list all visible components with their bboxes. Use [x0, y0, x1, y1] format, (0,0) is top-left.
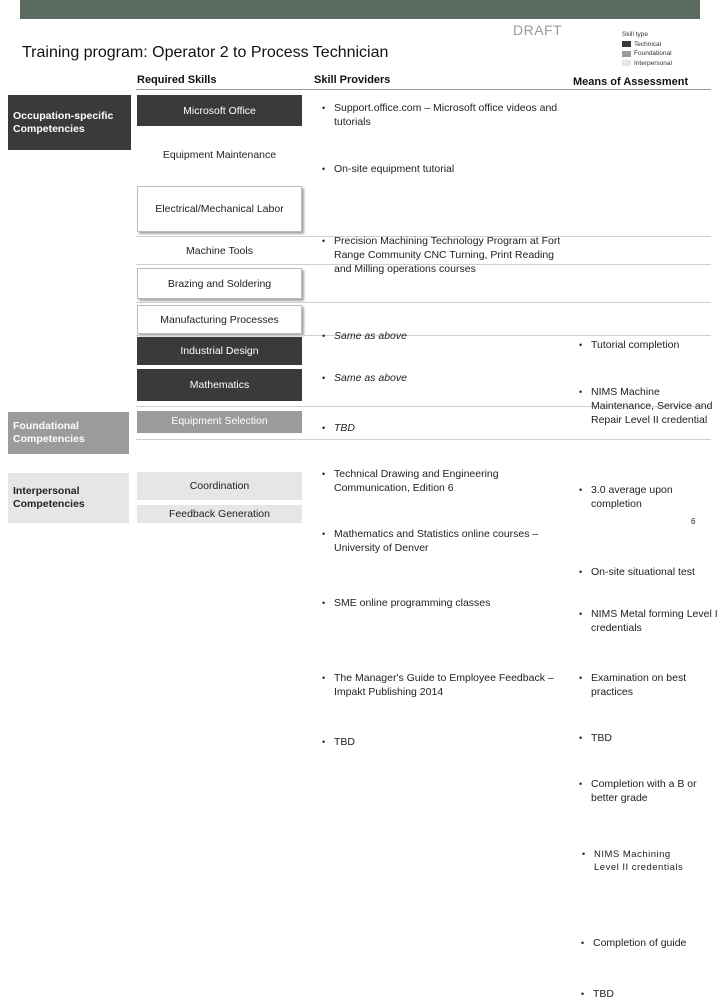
skill-mathematics: Mathematics: [137, 369, 302, 401]
assessment-item: • 3.0 average upon completion: [577, 483, 720, 511]
assessment-item: • Completion with a B or better grade: [577, 777, 720, 805]
provider-item: • The Manager's Guide to Employee Feedback – Impakt Publishing 2014: [320, 671, 559, 699]
draft-label: DRAFT: [513, 22, 563, 38]
legend-item: [622, 49, 672, 59]
assessment-item: • Tutorial completion: [577, 338, 720, 352]
header-divider: [136, 89, 711, 90]
legend-item: [622, 40, 672, 50]
provider-item: • On-site equipment tutorial: [320, 162, 559, 176]
provider-item: • Mathematics and Statistics online courses – University of Denver: [320, 527, 570, 555]
provider-item: • TBD: [320, 735, 559, 749]
row-divider: [136, 302, 711, 303]
skill-electrical-mechanical-labor: Electrical/Mechanical Labor: [137, 186, 302, 232]
row-divider: [136, 439, 711, 440]
provider-item: • Precision Machining Technology Program at Fort Range Community CNC Turning, Print Reading and Milling operations courses: [320, 234, 570, 276]
provider-item: • Support.office.com – Microsoft office videos and tutorials: [320, 101, 559, 129]
skill-manufacturing-processes: Manufacturing Processes: [137, 305, 302, 334]
page-title: Training program: Operator 2 to Process Technician: [22, 44, 389, 61]
legend-title: Skill type: [622, 31, 649, 38]
header-required-skills: Required Skills: [137, 74, 217, 86]
provider-item: • TBD: [320, 421, 559, 435]
skill-machine-tools: Machine Tools: [137, 243, 302, 259]
assessment-item: • On-site situational test: [577, 565, 720, 579]
skill-type-legend: [622, 30, 672, 68]
legend-label: Interpersonal: [634, 59, 672, 67]
category-interpersonal: Interpersonal Competencies: [8, 473, 129, 523]
assessment-item: • TBD: [579, 987, 693, 1001]
skill-industrial-design: Industrial Design: [137, 337, 302, 365]
provider-item: • SME online programming classes: [320, 596, 570, 610]
skill-brazing-and-soldering: Brazing and Soldering: [137, 268, 302, 299]
top-banner: [20, 0, 700, 19]
skill-equipment-selection: Equipment Selection: [137, 411, 302, 433]
legend-swatch-technical: [622, 41, 631, 47]
assessment-item: • Completion of guide: [579, 936, 693, 950]
assessment-item: • NIMS Machine Maintenance, Service and Repair Level II credential: [577, 385, 720, 427]
assessment-item: • NIMS Machining Level II credentials: [580, 848, 694, 874]
legend-label: Foundational: [634, 50, 672, 57]
skill-feedback-generation: Feedback Generation: [137, 505, 302, 523]
category-foundational: Foundational Competencies: [8, 412, 129, 454]
header-skill-providers: Skill Providers: [314, 74, 391, 86]
legend-swatch-foundational: [622, 51, 631, 57]
skill-microsoft-office: Microsoft Office: [137, 95, 302, 126]
skill-coordination: Coordination: [137, 472, 302, 500]
provider-item: • Same as above: [320, 329, 559, 343]
skill-equipment-maintenance: Equipment Maintenance: [137, 147, 302, 163]
page-number: 6: [691, 517, 696, 526]
assessment-item: • Examination on best practices: [577, 671, 720, 699]
legend-item: [622, 59, 672, 69]
assessment-item: • NIMS Metal forming Level I credentials: [577, 607, 720, 635]
legend-swatch-interpersonal: [622, 60, 631, 66]
assessment-item: • TBD: [577, 731, 720, 745]
provider-item: • Technical Drawing and Engineering Communication, Edition 6: [320, 467, 559, 495]
legend-label: Technical: [634, 40, 662, 48]
header-means-of-assessment: Means of Assessment: [573, 76, 689, 88]
provider-item: • Same as above: [320, 371, 559, 385]
category-occupation-specific: Occupation-specific Competencies: [8, 95, 131, 150]
